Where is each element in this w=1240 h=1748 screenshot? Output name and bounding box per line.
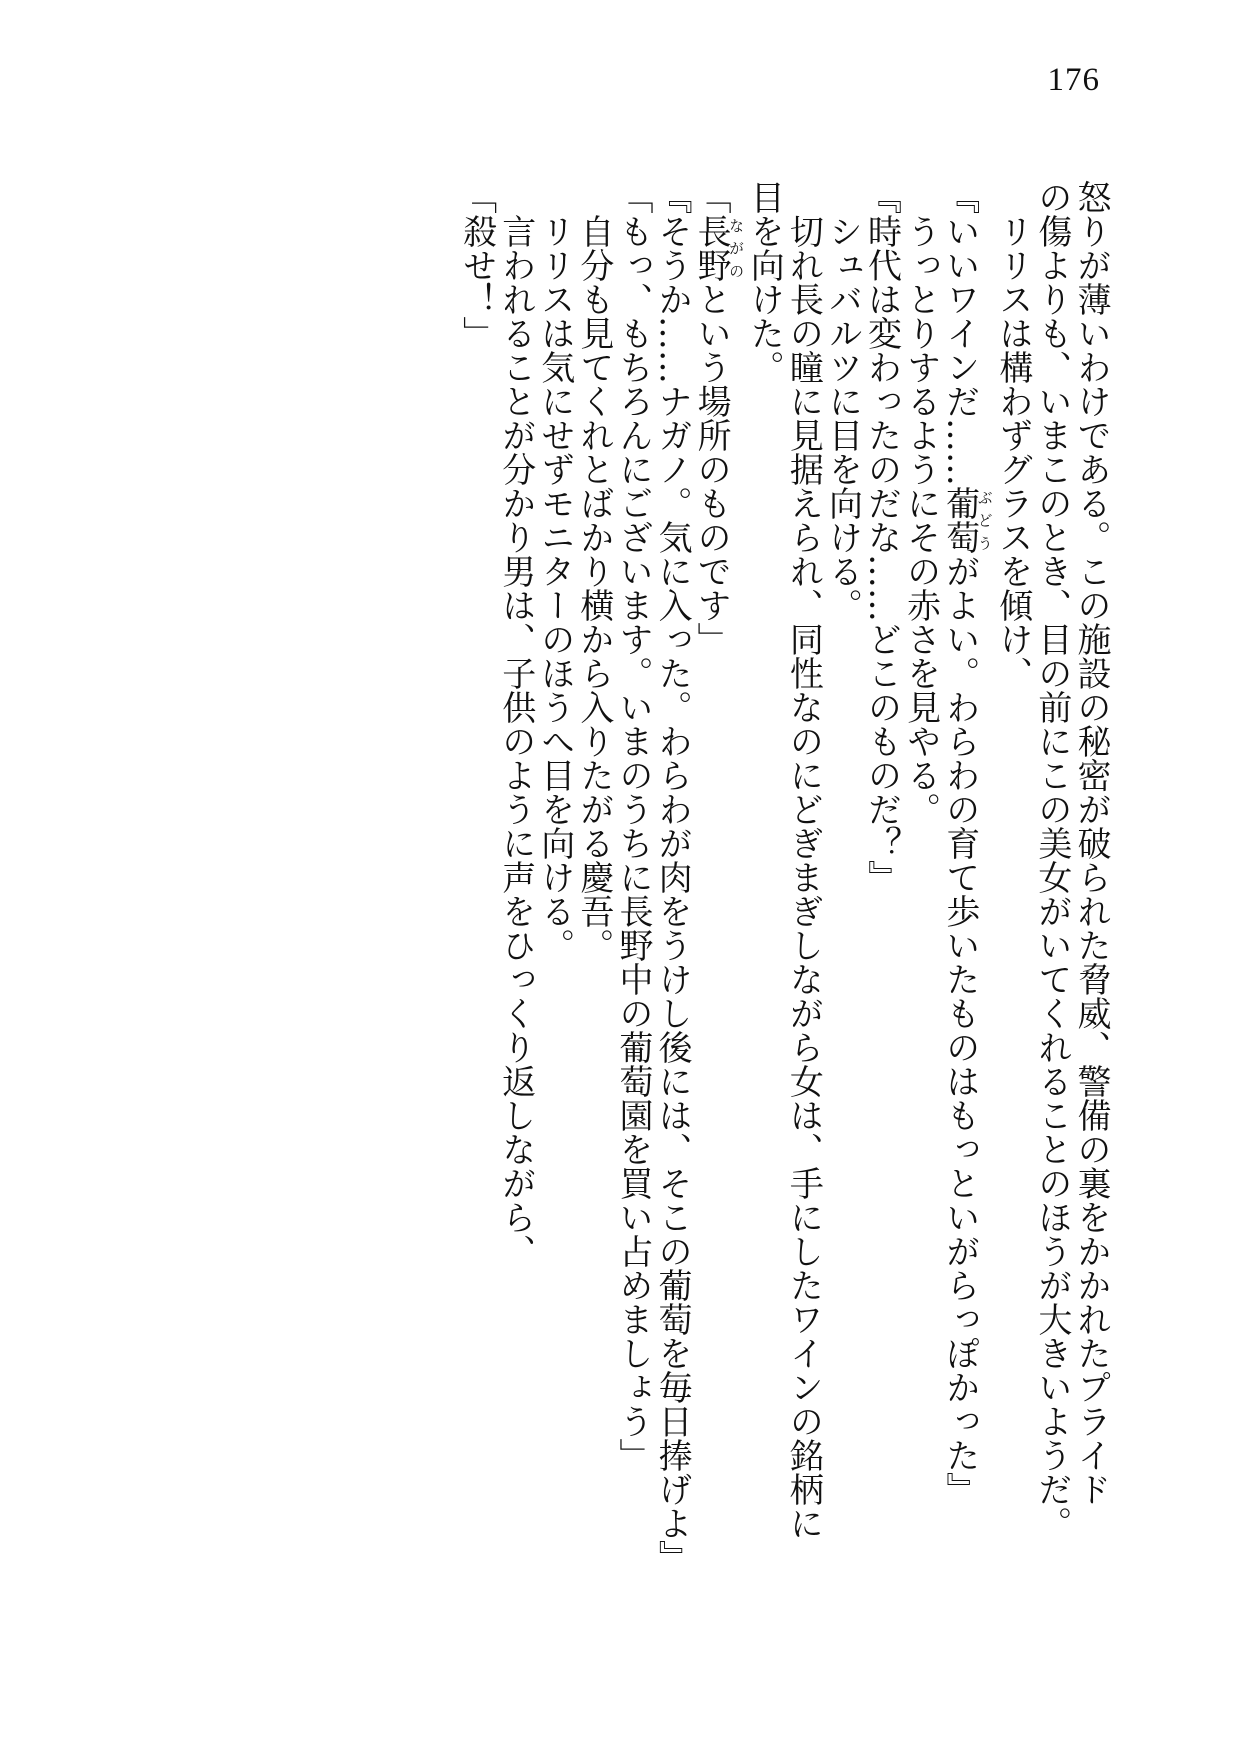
text-segment: がよい。わらわの育て歩いたものはもっといがらっぽかった』 [939,554,980,1506]
ruby-word [939,486,994,554]
text-line-10 [691,180,744,1600]
text-line-9: 目を向けた。 [744,180,785,384]
text-line-8: 切れ長の瞳に見据えられ、同性なのにどぎまぎしながら女は、手にしたワインの銘柄に [783,180,824,1540]
page-number: 176 [1047,62,1100,98]
ruby-base: 葡萄 [939,486,980,554]
ruby-word [691,214,746,282]
text-line-16: 「殺せ！」 [456,180,497,350]
text-line-7: シュバルツに目を向ける。 [822,180,863,622]
ruby-reading: ながの [727,214,746,282]
text-line-14: リリスは気にせずモニターのほうへ目を向ける。 [534,180,575,962]
text-line-11: 『そうか……ナガノ。気に入った。わらわが肉をうけし後には、そこの葡萄を毎日捧げよ』 [652,180,693,1574]
text-line-3: リリスは構わずグラスを傾け、 [992,180,1033,690]
text-line-13: 自分も見てくれとばかり横から入りたがる慶吾。 [573,180,614,962]
text-line-12: 「もっ、もちろんにございます。いまのうちに長野中の葡萄園を買い占めましょう」 [612,180,653,1472]
text-line-15: 言われることが分かり男は、子供のように声をひっくり返しながら、 [495,180,536,1268]
text-line-4 [940,180,993,1600]
text-line-2: の傷よりも、いまこのとき、目の前にこの美女がいてくれることのほうが大きいようだ。 [1031,180,1072,1540]
vertical-text-body [457,180,1111,1600]
text-segment: 『いいワインだ…… [939,180,980,486]
ruby-base: 長野 [691,214,732,282]
text-line-1: 怒りが薄いわけである。この施設の秘密が破られた脅威、警備の裏をかかれたプライド [1071,180,1111,1506]
ruby-reading: ぶどう [975,486,994,554]
text-line-5: うっとりするようにその赤さを見やる。 [900,180,941,826]
text-line-6: 『時代は変わったのだな……どこのものだ？』 [861,180,902,894]
text-segment: 「 [691,180,732,214]
text-segment: という場所のものです」 [691,282,732,656]
